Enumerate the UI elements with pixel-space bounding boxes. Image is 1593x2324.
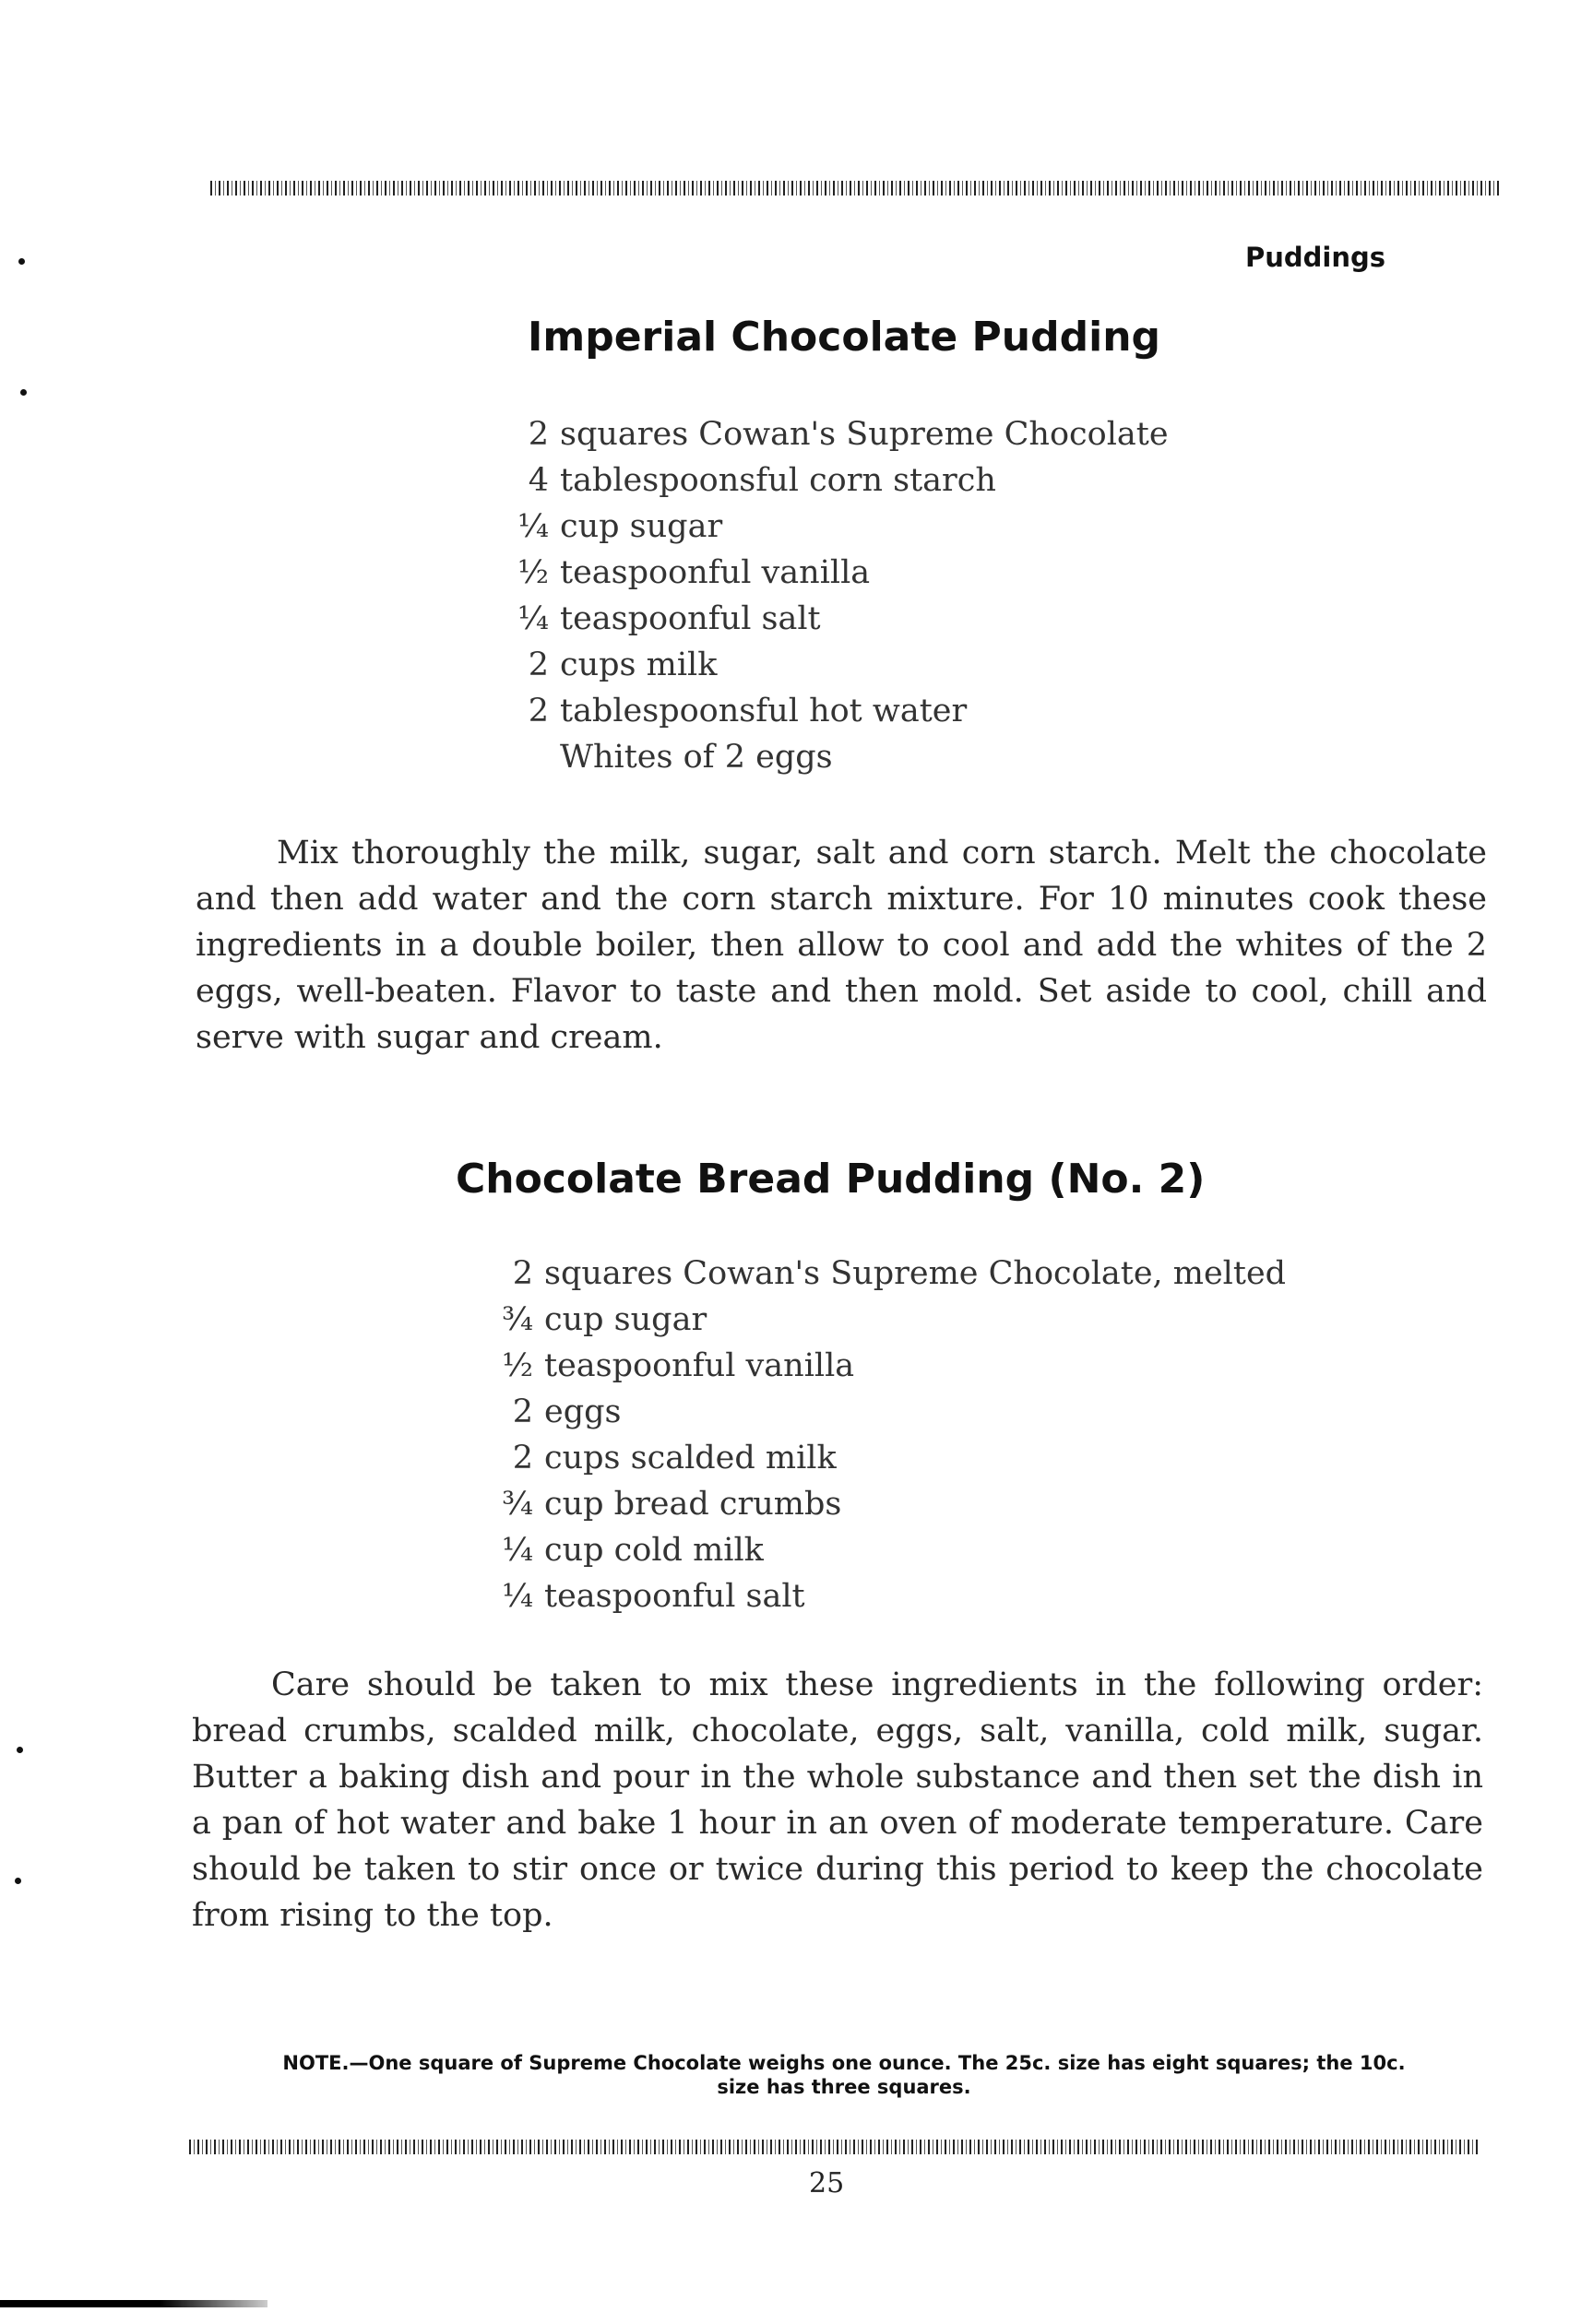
ingredient-item bbox=[503, 411, 1169, 457]
ingredient-item bbox=[503, 688, 1169, 734]
scan-speck bbox=[18, 258, 25, 265]
ingredient-text: teaspoonful salt bbox=[544, 1578, 805, 1615]
scan-speck bbox=[15, 1878, 21, 1884]
ingredient-item bbox=[487, 1573, 1286, 1619]
recipe-method-bread-pudding: Care should be taken to mix these ingredients in the following order: bread crumbs, scalded milk, chocolate, eggs, salt, vanilla, cold milk, sugar. Butter a baking dish and pour in the whole substance and then set the dish in a pan of hot water and bake 1 hour in an oven of moderate temperature. Care should be taken to stir once or twice during this period to keep the chocolate from rising to the top. bbox=[192, 1666, 1483, 1934]
ingredient-item bbox=[487, 1297, 1286, 1343]
ingredient-text: tablespoonsful hot water bbox=[560, 693, 968, 729]
ingredient-text: Whites of 2 eggs bbox=[560, 739, 833, 776]
ingredient-quantity: ¼ bbox=[517, 600, 549, 637]
ingredient-text: teaspoonful salt bbox=[560, 600, 821, 637]
ingredient-quantity: 2 bbox=[512, 1440, 533, 1476]
ingredient-text: tablespoonsful corn starch bbox=[560, 462, 996, 499]
scan-speck bbox=[20, 389, 27, 396]
ingredient-quantity: 2 bbox=[528, 646, 549, 683]
ingredient-item bbox=[487, 1389, 1286, 1435]
ingredient-list-imperial bbox=[503, 411, 1169, 780]
ingredient-quantity: ¼ bbox=[502, 1578, 533, 1615]
ingredient-item bbox=[503, 734, 1169, 780]
ingredient-item bbox=[487, 1251, 1286, 1297]
ingredient-item bbox=[503, 642, 1169, 688]
ingredient-item bbox=[503, 504, 1169, 550]
ingredient-text: squares Cowan's Supreme Chocolate, melted bbox=[544, 1255, 1287, 1292]
ingredient-item bbox=[503, 550, 1169, 596]
ingredient-quantity: ¾ bbox=[502, 1301, 533, 1338]
ingredient-text: eggs bbox=[544, 1393, 622, 1430]
scan-edge-shadow bbox=[0, 2300, 267, 2307]
ingredient-item bbox=[487, 1435, 1286, 1481]
recipe-method-imperial: Mix thoroughly the milk, sugar, salt and corn starch. Melt the chocolate and then add water and the corn starch mixture. For 10 minutes cook these ingredients in a double boiler, then allow to cool and add the whites of the 2 eggs, well-beaten. Flavor to taste and then mold. Set aside to cool, chill and serve with sugar and cream. bbox=[196, 835, 1487, 1056]
bottom-decorative-rule bbox=[189, 2140, 1480, 2154]
ingredient-text: teaspoonful vanilla bbox=[560, 554, 871, 591]
ingredient-quantity: ½ bbox=[517, 554, 549, 591]
ingredient-quantity: ¼ bbox=[502, 1532, 533, 1569]
recipe-title-chocolate-bread-pudding: Chocolate Bread Pudding (No. 2) bbox=[456, 1156, 1206, 1203]
ingredient-text: cup cold milk bbox=[544, 1532, 764, 1569]
ingredient-quantity: ¼ bbox=[517, 508, 549, 545]
ingredient-quantity: 2 bbox=[528, 416, 549, 453]
ingredient-text: cups milk bbox=[560, 646, 718, 683]
ingredient-text: cup bread crumbs bbox=[544, 1486, 842, 1523]
ingredient-item bbox=[487, 1481, 1286, 1527]
ingredient-list-bread-pudding bbox=[487, 1251, 1286, 1619]
ingredient-item bbox=[487, 1527, 1286, 1573]
ingredient-text: teaspoonful vanilla bbox=[544, 1347, 855, 1384]
ingredient-quantity: 2 bbox=[512, 1393, 533, 1430]
ingredient-text: cup sugar bbox=[544, 1301, 707, 1338]
footnote: NOTE.—One square of Supreme Chocolate weighs one ounce. The 25c. size has eight squares; the 10c. size has three squares. bbox=[282, 2052, 1406, 2098]
ingredient-quantity: 2 bbox=[512, 1255, 533, 1292]
ingredient-item bbox=[503, 457, 1169, 504]
ingredient-text: squares Cowan's Supreme Chocolate bbox=[560, 416, 1169, 453]
ingredient-text: cups scalded milk bbox=[544, 1440, 837, 1476]
ingredient-item bbox=[503, 596, 1169, 642]
ingredient-quantity: ¾ bbox=[502, 1486, 533, 1523]
page-number: 25 bbox=[809, 2167, 845, 2200]
top-decorative-rule bbox=[210, 181, 1500, 196]
recipe-title-imperial-chocolate-pudding: Imperial Chocolate Pudding bbox=[528, 314, 1161, 361]
ingredient-quantity: 2 bbox=[528, 693, 549, 729]
ingredient-quantity: ½ bbox=[502, 1347, 533, 1384]
section-label: Puddings bbox=[1245, 242, 1386, 273]
ingredient-text: cup sugar bbox=[560, 508, 723, 545]
scan-speck bbox=[17, 1747, 23, 1753]
ingredient-item bbox=[487, 1343, 1286, 1389]
ingredient-quantity: 4 bbox=[528, 462, 549, 499]
